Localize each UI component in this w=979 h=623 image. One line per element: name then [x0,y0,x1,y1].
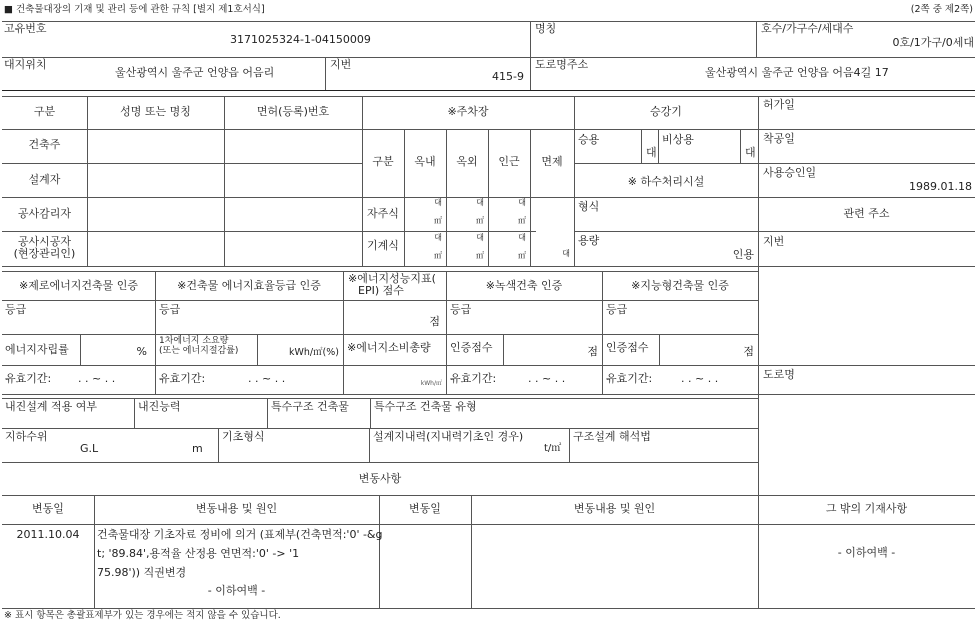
units-value: 0호/1가구/0세대 [892,36,974,49]
unit-area: ㎡ [476,216,484,225]
changes-col-date: 변동일 [32,502,64,515]
lot-value: 415-9 [492,70,524,83]
location-label: 대지위치 [4,58,47,71]
row-contractor: 공사시공자 [17,235,72,248]
parking-col-exempt: 면제 [541,155,563,168]
change-entry-line2: t; '89.84',용적율 산정용 연면적:'0' -> '1 [97,547,300,560]
unit-car: 대 [562,249,570,258]
special-structure-label: 특수구조 건축물 [271,400,349,413]
page-info: (2쪽 중 제2쪽) [910,4,973,15]
zero-valid-label: 유효기간: [5,372,52,385]
unit-car: 대 [434,233,442,242]
primary-energy-line2: (또는 에너지절감률) [159,346,239,356]
unit-area: ㎡ [434,216,442,225]
row-owner: 건축주 [28,138,61,151]
unique-no-label: 고유번호 [4,22,47,35]
groundwater-label: 지하수위 [5,430,48,443]
efficiency-valid-period: . . ~ . . [248,372,286,385]
related-address-label: 관련 주소 [843,207,890,220]
green-score-label: 인증점수 [450,341,493,354]
permit-date-label: 허가일 [763,98,795,111]
consumption-unit: kWh/㎡ [420,380,442,387]
zero-grade-label: 등급 [5,303,27,316]
changes-title: 변동사항 [358,472,402,485]
row-site-manager: (현장관리인) [13,247,76,260]
foundation-type-label: 기초형식 [222,430,265,443]
changes-col-date2: 변동일 [409,502,441,515]
parking-col-indoor: 옥내 [414,155,436,168]
parking-title: ※주차장 [447,105,489,118]
zero-energy-cert: ※제로에너지건축물 인증 [19,279,138,292]
green-grade-label: 등급 [450,303,472,316]
efficiency-grade-label: 등급 [159,303,181,316]
groundwater-unit: m [192,442,203,455]
unit-car: 대 [518,233,526,242]
unit-area: ㎡ [518,251,526,260]
unique-no-value: 3171025324-1-04150009 [230,33,371,46]
energy-consumption-label: ※에너지소비총량 [347,341,431,354]
start-date-label: 착공일 [763,132,795,145]
sewage-type-label: 형식 [578,200,600,213]
special-structure-type-label: 특수구조 건축물 유형 [374,400,477,413]
location-value: 울산광역시 울주군 언양읍 어음리 [115,66,275,79]
green-valid-period: . . ~ . . [528,372,566,385]
green-valid-label: 유효기간: [450,372,497,385]
primary-energy-line1: 1차에너지 소요량 [159,336,229,346]
other-blank-mark: - 이하여백 - [837,546,896,559]
design-bearing-label: 설계지내력(지내력기초인 경우) [373,430,524,443]
road-address-label: 도로명주소 [535,58,589,71]
elevator-emergency: 비상용 [662,133,694,146]
people-col-license: 면허(등록)번호 [256,105,330,118]
unit-car: 대 [476,198,484,207]
smart-grade-label: 등급 [606,303,628,316]
road-address-value: 울산광역시 울주군 언양읍 어음4길 17 [705,66,889,79]
elevator-title: 승강기 [650,105,682,118]
efficiency-valid-label: 유효기간: [159,372,206,385]
change-entry-line1: 건축물대장 기초자료 정비에 의거 (표제부(건축면적:'0' -&g [97,528,383,541]
people-col-name: 성명 또는 명칭 [120,105,191,118]
change-entry-date: 2011.10.04 [16,528,80,541]
unit-area: ㎡ [518,216,526,225]
smart-valid-label: 유효기간: [606,372,653,385]
unit-area: ㎡ [434,251,442,260]
changes-col-content: 변동내용 및 원인 [195,502,278,515]
parking-row-mechanical: 기계식 [367,239,399,252]
sewage-capacity-label: 용량 [578,234,600,247]
epi-point-unit: 점 [429,315,440,328]
epi-line2: EPI) 점수 [358,284,404,297]
change-entry-line3: 75.98')) 직권변경 [97,566,187,579]
sewage-title: ※ 하수처리시설 [627,175,705,188]
sewage-capacity-unit: 인용 [732,248,754,261]
smart-score-unit: 점 [743,345,754,358]
primary-energy-unit: kWh/㎡(%) [288,347,339,358]
unit-car: 대 [518,198,526,207]
green-cert: ※녹색건축 인증 [485,279,563,292]
parking-col-type: 구분 [372,155,394,168]
unit-car: 대 [434,198,442,207]
row-supervisor: 공사감리자 [17,207,72,220]
zero-valid-period: . . ~ . . [78,372,116,385]
related-road-label: 도로명 [763,368,795,381]
changes-col-content2: 변동내용 및 원인 [573,502,656,515]
lot-label: 지번 [330,58,352,71]
structure-analysis-label: 구조설계 해석법 [573,430,651,443]
smart-cert: ※지능형건축물 인증 [631,279,729,292]
footer-note: ※ 표시 항목은 총괄표제부가 있는 경우에는 적지 않을 수 있습니다. [4,610,281,621]
approval-date-value: 1989.01.18 [909,180,972,193]
design-bearing-unit: t/㎡ [544,443,562,454]
parking-row-self: 자주식 [367,207,399,220]
elevator-passenger: 승용 [578,133,600,146]
unit-car: 대 [476,233,484,242]
people-col-type: 구분 [33,105,56,118]
smart-score-label: 인증점수 [606,341,649,354]
parking-col-nearby: 인근 [498,155,520,168]
green-score-unit: 점 [587,345,598,358]
elevator-unit: 대 [745,146,756,159]
seismic-design-label: 내진설계 적용 여부 [5,400,98,413]
unit-area: ㎡ [476,251,484,260]
approval-date-label: 사용승인일 [763,166,817,179]
seismic-capacity-label: 내진능력 [138,400,181,413]
smart-valid-period: . . ~ . . [681,372,719,385]
units-label: 호수/가구수/세대수 [761,22,854,35]
elevator-unit: 대 [646,146,657,159]
groundwater-gl: G.L [80,442,99,455]
related-lot-label: 지번 [763,235,785,248]
self-sufficiency-unit: % [136,345,147,358]
name-label: 명칭 [535,22,557,35]
changes-col-other: 그 밖의 기재사항 [825,502,908,515]
change-blank-mark: - 이하여백 - [207,584,266,597]
epi-line1: ※에너지성능지표( [348,272,436,285]
row-designer: 설계자 [28,173,61,186]
self-sufficiency-label: 에너지자립률 [5,343,69,356]
parking-col-outdoor: 옥외 [456,155,478,168]
efficiency-cert: ※건축물 에너지효율등급 인증 [177,279,321,292]
form-title: ■ 건축물대장의 기재 및 관리 등에 관한 규칙 [별지 제1호서식] [4,4,265,15]
